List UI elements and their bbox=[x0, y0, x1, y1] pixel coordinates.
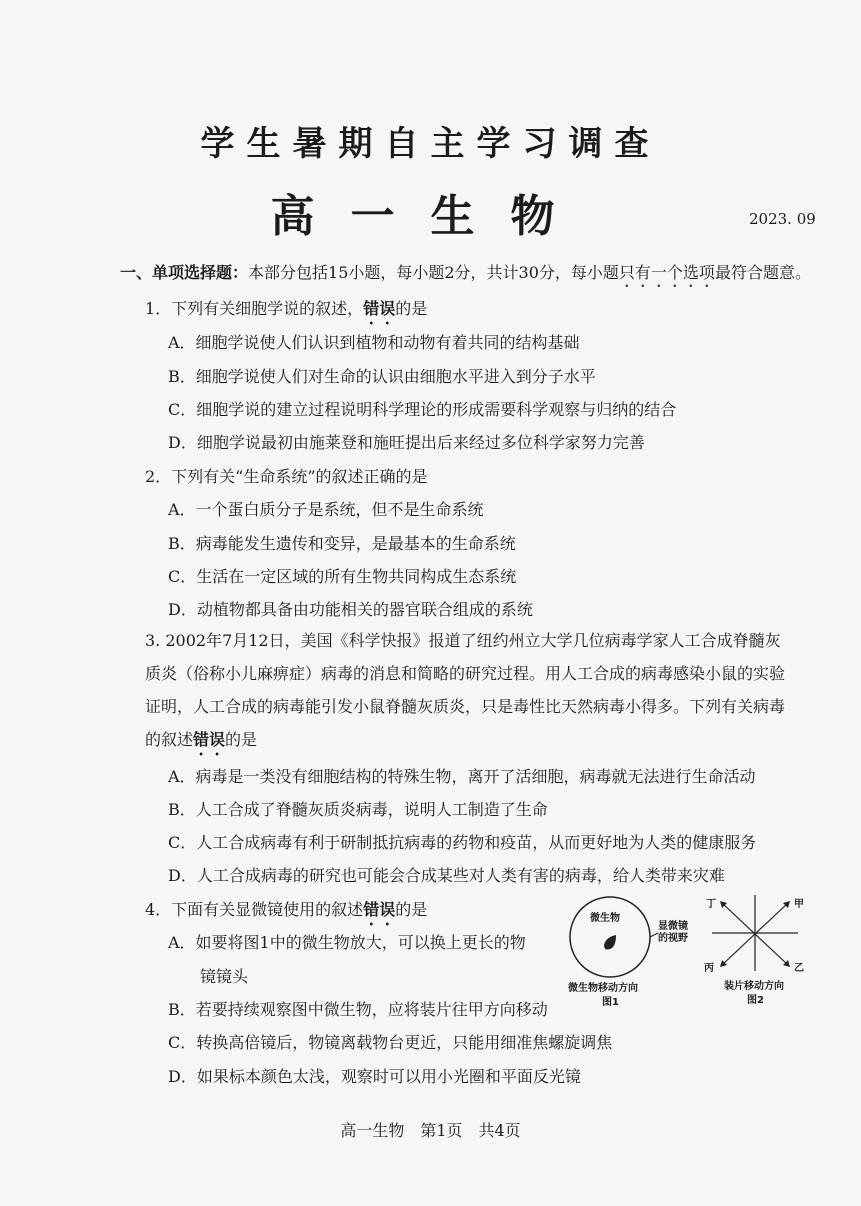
fig1-side-label: 显微镜的视野 bbox=[658, 921, 688, 944]
q4-option-a-cont: 镜镜头 bbox=[200, 967, 249, 986]
q2-option-c: C．生活在一定区域的所有生物共同构成生态系统 bbox=[168, 567, 517, 586]
page-footer: 高一生物 第1页 共4页 bbox=[340, 1121, 521, 1140]
direction-label-ding: 丁 bbox=[706, 899, 716, 910]
q4-stem-end: 的是 bbox=[395, 900, 428, 919]
q3-stem-text: 3. 2002年7月12日，美国《科学快报》报道了纽约州立大学几位病毒学家人工合成脊髓灰质炎（俗称小儿麻痹症）病毒的消息和简略的研究过程。用人工合成的病毒感染小鼠的实验证明，人工合成的病毒能引发小鼠脊髓灰质炎，只是毒性比天然病毒小得多。下列有关病毒的叙述 bbox=[145, 631, 786, 749]
q1-emphasis: 错误 bbox=[363, 299, 396, 318]
q4-stem-text: 4．下面有关显微镜使用的叙述 bbox=[145, 900, 364, 919]
direction-label-jia: 甲 bbox=[794, 899, 804, 910]
figure-1 bbox=[566, 895, 686, 1007]
field-label-pointer bbox=[650, 933, 658, 937]
section-label: 一、单项选择题： bbox=[120, 263, 249, 282]
q3-option-a: A．病毒是一类没有细胞结构的特殊生物，离开了活细胞，病毒就无法进行生命活动 bbox=[168, 767, 756, 786]
section-intro: 本部分包括15小题，每小题2分，共计30分，每小题 bbox=[248, 263, 619, 282]
fig1-caption: 微生物移动方向 bbox=[568, 983, 638, 994]
q2-option-d: D．动植物都具备由功能相关的器官联合组成的系统 bbox=[168, 600, 533, 619]
q4-option-b: B．若要持续观察图中微生物，应将装片往甲方向移动 bbox=[168, 1000, 548, 1019]
q3-option-c: C．人工合成病毒有利于研制抵抗病毒的药物和疫苗，从而更好地为人类的健康服务 bbox=[168, 833, 757, 852]
exam-title: 学生暑期自主学习调查 bbox=[200, 124, 661, 164]
q4-emphasis: 错误 bbox=[363, 900, 396, 919]
section-emphasis: 只有一个选项 bbox=[618, 263, 715, 282]
question-4-stem bbox=[145, 897, 427, 929]
q1-stem-text: 1．下列有关细胞学说的叙述， bbox=[145, 299, 364, 318]
q4-option-d: D．如果标本颜色太浅，观察时可以用小光圈和平面反光镜 bbox=[168, 1067, 581, 1086]
fig2-name: 图2 bbox=[747, 995, 764, 1006]
q4-option-c: C．转换高倍镜后，物镜离载物台更近，只能用细准焦螺旋调焦 bbox=[168, 1033, 613, 1052]
q2-option-b: B．病毒能发生遗传和变异，是最基本的生命系统 bbox=[168, 534, 516, 553]
q1-option-a: A．细胞学说使人们认识到植物和动物有着共同的结构基础 bbox=[168, 333, 580, 352]
fig1-name: 图1 bbox=[602, 997, 619, 1008]
q1-stem-end: 的是 bbox=[395, 299, 428, 318]
microorganism-icon bbox=[604, 935, 616, 950]
section-heading bbox=[120, 260, 811, 291]
question-2-stem: 2．下列有关“生命系统”的叙述正确的是 bbox=[145, 467, 428, 486]
figure-2 bbox=[700, 893, 810, 1008]
question-3-stem bbox=[145, 624, 795, 759]
q3-option-d: D．人工合成病毒的研究也可能会合成某些对人类有害的病毒，给人类带来灾难 bbox=[168, 866, 725, 885]
q1-option-d: D．细胞学说最初由施莱登和施旺提出后来经过多位科学家努力完善 bbox=[168, 433, 645, 452]
direction-label-bing: 丙 bbox=[704, 963, 714, 974]
q3-option-b: B．人工合成了脊髓灰质炎病毒，说明人工制造了生命 bbox=[168, 800, 548, 819]
subject-title: 高一生物 bbox=[270, 191, 591, 242]
q3-emphasis: 错误 bbox=[193, 730, 226, 749]
q2-option-a: A．一个蛋白质分子是系统，但不是生命系统 bbox=[168, 500, 484, 519]
direction-label-yi: 乙 bbox=[794, 963, 804, 974]
q1-option-c: C．细胞学说的建立过程说明科学理论的形成需要科学观察与归纳的结合 bbox=[168, 400, 677, 419]
exam-date: 2023. 09 bbox=[749, 210, 816, 228]
q4-option-a: A．如要将图1中的微生物放大，可以换上更长的物 bbox=[168, 933, 526, 952]
fig1-inner-label: 微生物 bbox=[590, 913, 620, 924]
question-1-stem bbox=[145, 296, 427, 328]
section-intro-end: 最符合题意。 bbox=[714, 263, 811, 282]
q3-stem-end: 的是 bbox=[225, 730, 258, 749]
fig2-caption: 装片移动方向 bbox=[724, 981, 784, 992]
q1-option-b: B．细胞学说使人们对生命的认识由细胞水平进入到分子水平 bbox=[168, 367, 596, 386]
